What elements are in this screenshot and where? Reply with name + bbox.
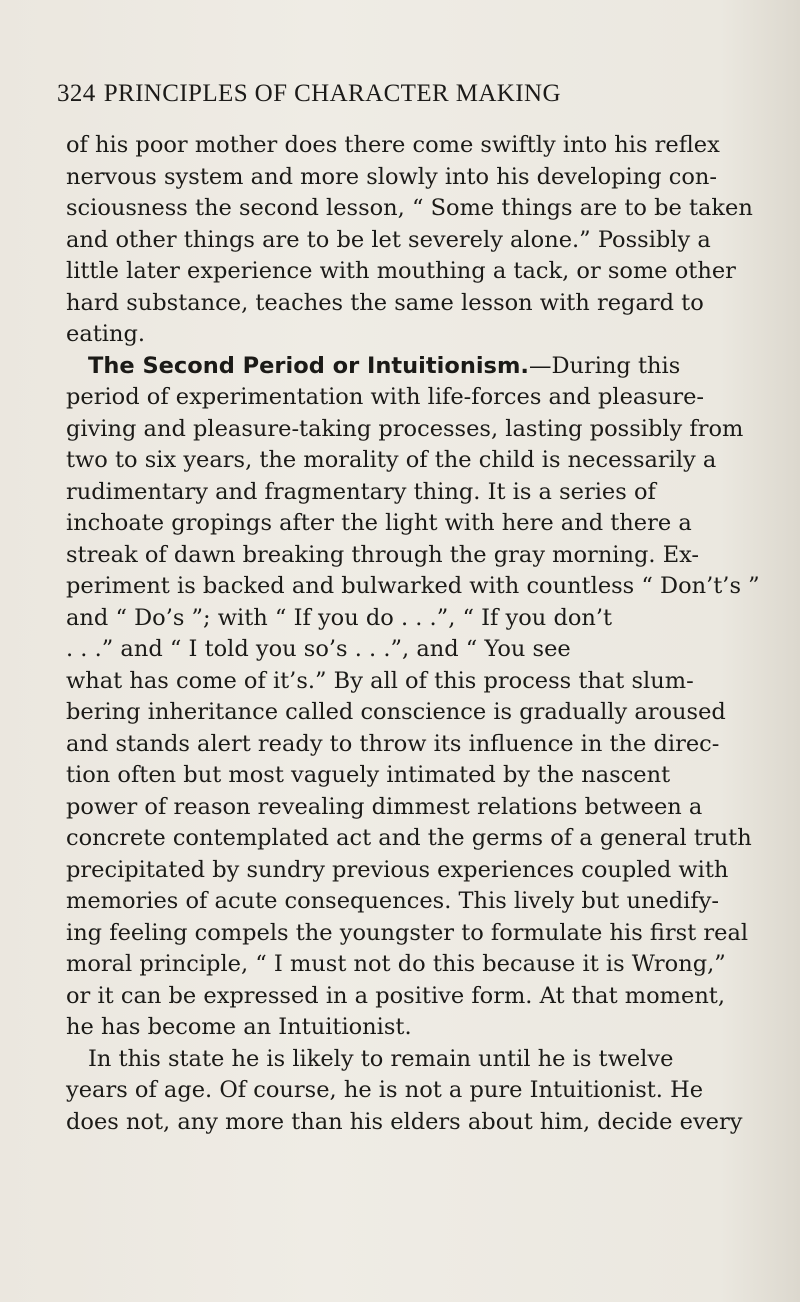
line-text: does not, any more than his elders about him, decide every (66, 1108, 743, 1135)
text-line (66, 792, 766, 824)
line-text: inchoate gropings after the light with here and there a (66, 510, 692, 536)
text-line (66, 508, 766, 540)
text-line (66, 477, 766, 509)
page-number: 324 (57, 80, 96, 107)
line-text: . . .” and “ I told you so’s . . .”, and “ You see (66, 636, 571, 662)
text-line (66, 445, 766, 477)
line-text: years of age. Of course, he is not a pure Intuitionist. He (66, 1077, 704, 1103)
text-line (66, 666, 766, 698)
text-line (66, 1044, 766, 1076)
line-text: and other things are to be let severely alone.” Possibly a (66, 226, 711, 253)
text-line (66, 886, 766, 918)
running-header (57, 80, 757, 108)
line-text: hard substance, teaches the same lesson with regard to (66, 289, 704, 316)
line-text: moral principle, “ I must not do this because it is Wrong,” (66, 951, 726, 977)
line-text: rudimentary and fragmentary thing. It is a series of (66, 478, 656, 505)
line-text: ing feeling compels the youngster to formulate his first real (66, 919, 749, 946)
line-text: nervous system and more slowly into his developing con- (66, 163, 718, 190)
text-line (66, 697, 766, 729)
line-text: tion often but most vaguely intimated by the nascent (66, 762, 671, 788)
line-text: precipitated by sundry previous experiences coupled with (66, 856, 729, 883)
line-text: bering inheritance called conscience is gradually aroused (66, 699, 726, 725)
text-line (66, 130, 766, 162)
text-line (66, 918, 766, 950)
line-text: In this state he is likely to remain until he is twelve (88, 1045, 674, 1072)
line-text: what has come of it’s.” By all of this process that slum- (66, 667, 694, 694)
text-line (66, 603, 766, 635)
text-line (66, 634, 766, 666)
text-line (66, 823, 766, 855)
line-text: power of reason revealing dimmest relations between a (66, 793, 703, 820)
text-line (66, 382, 766, 414)
line-text: or it can be expressed in a positive form. At that moment, (66, 982, 726, 1009)
text-line (66, 540, 766, 572)
text-line (66, 193, 766, 225)
line-text: eating. (66, 321, 146, 347)
text-line (66, 571, 766, 603)
line-text: concrete contemplated act and the germs of a general truth (66, 825, 752, 851)
line-text: of his poor mother does there come swiftly into his reflex (66, 132, 720, 158)
line-text: two to six years, the morality of the child is necessarily a (66, 447, 717, 473)
line-text: he has become an Intuitionist. (66, 1014, 412, 1040)
running-title: PRINCIPLES OF CHARACTER MAKING (103, 80, 561, 107)
line-text: sciousness the second lesson, “ Some things are to be taken (66, 195, 753, 221)
line-text: —During this (528, 352, 681, 379)
line-text: and “ Do’s ”; with “ If you do . . .”, “ If you don’t (66, 604, 613, 631)
text-line (66, 288, 766, 320)
section-heading: The Second Period or Intuitionism. (88, 352, 529, 379)
text-line (66, 319, 766, 351)
line-text: giving and pleasure-taking processes, lasting possibly from (66, 415, 744, 442)
line-text: memories of acute consequences. This lively but unedify- (66, 888, 720, 914)
text-line (66, 162, 766, 194)
text-line (66, 225, 766, 257)
text-line (66, 414, 766, 446)
text-line (66, 1107, 766, 1139)
line-text: and stands alert ready to throw its influence in the direc- (66, 730, 720, 757)
line-text: streak of dawn breaking through the gray morning. Ex- (66, 541, 700, 568)
line-text: periment is backed and bulwarked with countless “ Don’t’s ” (66, 573, 760, 599)
text-line (66, 1075, 766, 1107)
body-text (66, 130, 766, 1138)
text-line (66, 1012, 766, 1044)
text-line (66, 351, 766, 383)
text-line (66, 981, 766, 1013)
text-line (66, 855, 766, 887)
text-line (66, 760, 766, 792)
line-text: little later experience with mouthing a tack, or some other (66, 258, 736, 284)
text-line (66, 729, 766, 761)
text-line (66, 256, 766, 288)
text-line (66, 949, 766, 981)
line-text: period of experimentation with life-forces and pleasure- (66, 384, 705, 410)
